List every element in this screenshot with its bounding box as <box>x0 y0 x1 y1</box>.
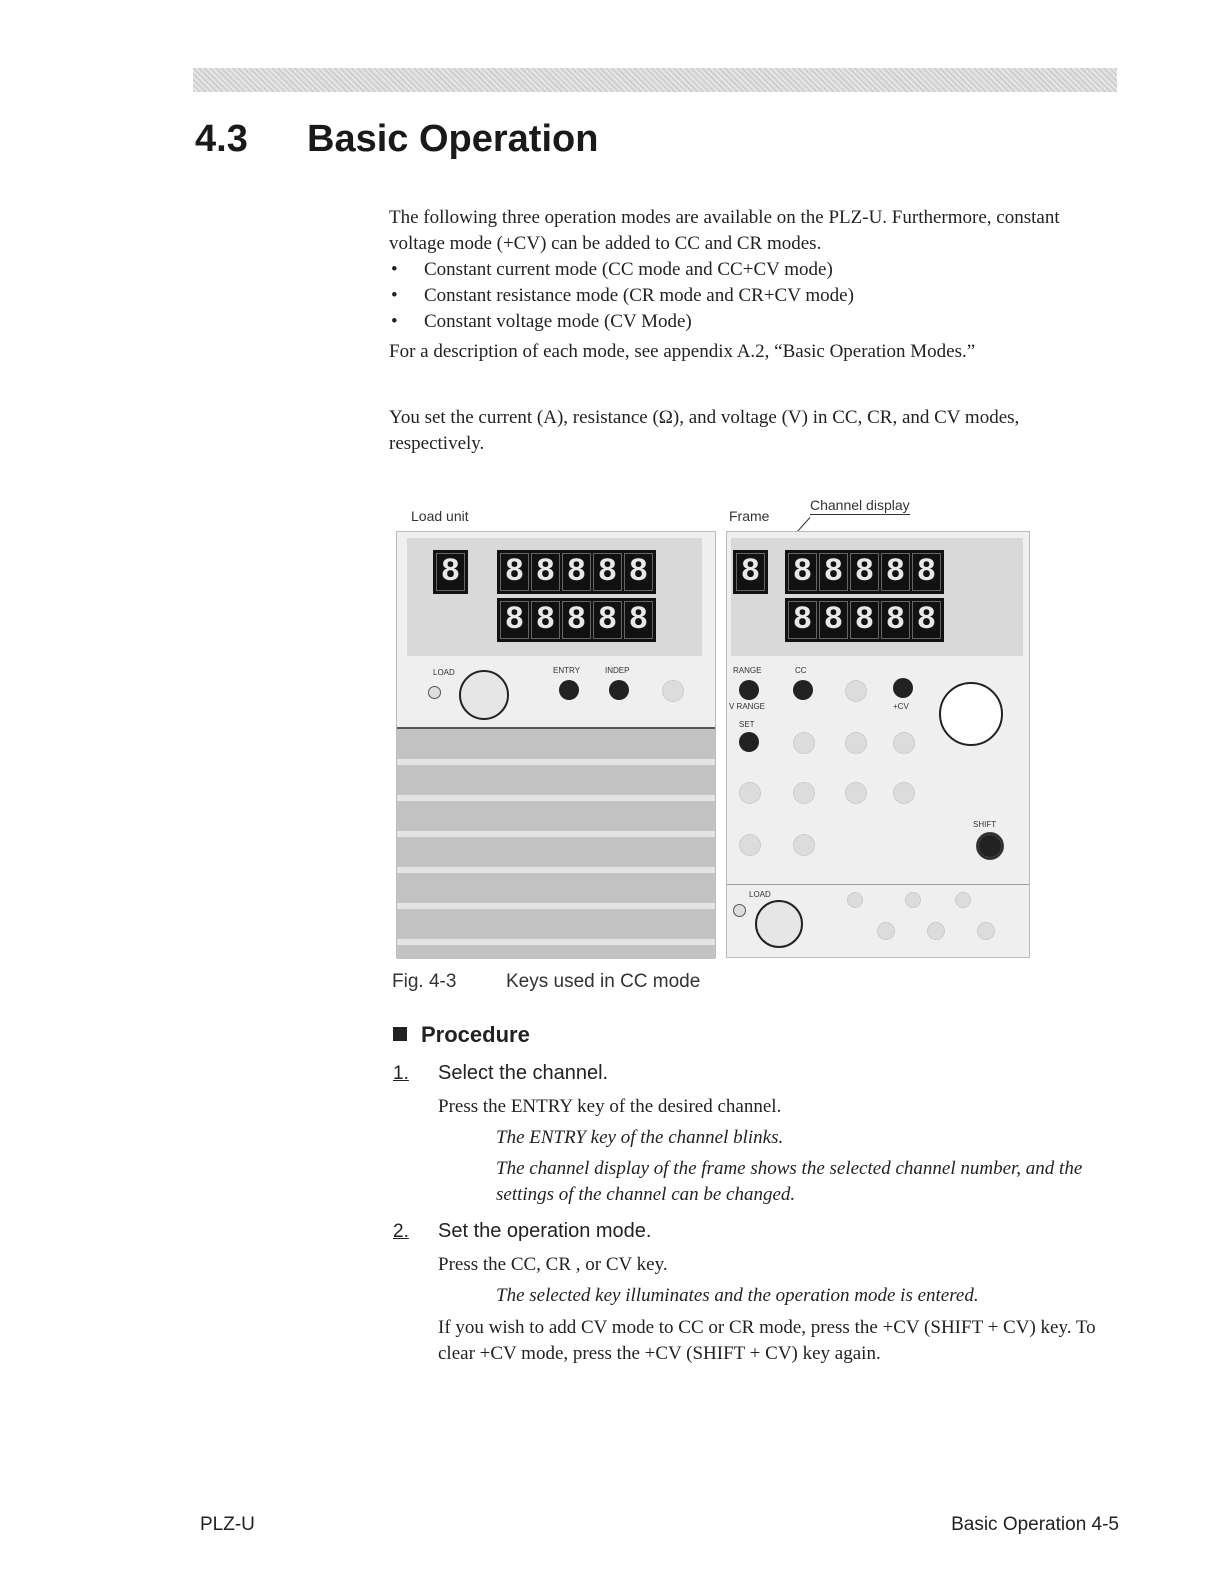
frame-load-button[interactable] <box>755 900 803 948</box>
load-led <box>428 686 441 699</box>
settings-paragraph: You set the current (A), resistance (Ω), and voltage (V) in CC, CR, and CV modes, respectively. <box>389 407 1020 454</box>
segment-digit: 8 <box>881 553 910 591</box>
section-title: Basic Operation <box>307 118 599 160</box>
step-title: Set the operation mode. <box>438 1220 652 1242</box>
segment-digit: 8 <box>850 553 879 591</box>
cv-key[interactable] <box>893 678 913 698</box>
faint-key <box>927 922 945 940</box>
segment-digit: 8 <box>881 601 910 639</box>
segment-digit: 8 <box>562 601 591 639</box>
faint-key <box>977 922 995 940</box>
section-number: 4.3 <box>195 118 248 160</box>
segment-digit: 8 <box>531 601 560 639</box>
set-key-label: SET <box>739 720 755 729</box>
load-unit-panel <box>396 531 716 958</box>
load-unit-label: Load unit <box>411 508 469 524</box>
list-item: • Constant voltage mode (CV Mode) <box>389 309 1119 335</box>
frame-panel <box>726 531 1030 958</box>
frame-label: Frame <box>729 508 770 524</box>
step-number: 1. <box>393 1063 409 1084</box>
footer-left: PLZ-U <box>200 1514 255 1535</box>
segment-digit: 8 <box>788 601 817 639</box>
frame-lower-readout <box>785 598 944 642</box>
segment-digit: 8 <box>531 553 560 591</box>
faint-key <box>905 892 921 908</box>
set-key[interactable] <box>739 732 759 752</box>
segment-digit: 8 <box>736 553 765 591</box>
faint-key <box>955 892 971 908</box>
procedure-heading <box>393 1022 530 1048</box>
step-action: Press the CC, CR , or CV key. <box>438 1254 668 1275</box>
faint-key <box>847 892 863 908</box>
figure-caption <box>392 971 700 993</box>
segment-digit: 8 <box>593 553 622 591</box>
list-item: • Constant current mode (CC mode and CC+CV mode) <box>389 257 1119 283</box>
indep-key[interactable] <box>609 680 629 700</box>
step-result: The selected key illuminates and the operation mode is entered. <box>496 1285 979 1306</box>
intro-paragraph: The following three operation modes are available on the PLZ-U. Furthermore, constant voltage mode (+CV) can be added to CC and CR modes. <box>389 207 1060 254</box>
procedure-heading-text: Procedure <box>421 1022 530 1047</box>
step-title: Select the channel. <box>438 1062 609 1084</box>
segment-digit: 8 <box>912 601 941 639</box>
step-action: Press the ENTRY key of the desired channel. <box>438 1096 782 1117</box>
list-item: • Constant resistance mode (CR mode and CR+CV mode) <box>389 283 1119 309</box>
faint-key <box>739 782 761 804</box>
segment-digit: 8 <box>500 601 529 639</box>
faint-key <box>793 834 815 856</box>
upper-readout <box>497 550 656 594</box>
footer-right: Basic Operation 4-5 <box>951 1514 1119 1535</box>
header-band <box>193 68 1117 92</box>
v-range-label: V RANGE <box>729 702 766 711</box>
mode-list <box>389 257 1119 335</box>
faint-key <box>662 680 684 702</box>
faint-key <box>893 732 915 754</box>
indep-key-label: INDEP <box>605 666 630 675</box>
step-result: The channel display of the frame shows the selected channel number, and the settings of the channel can be changed. <box>496 1158 1083 1205</box>
square-bullet-icon <box>393 1027 407 1041</box>
segment-digit: 8 <box>624 553 653 591</box>
segment-digit: 8 <box>819 553 848 591</box>
reference-paragraph: For a description of each mode, see appendix A.2, “Basic Operation Modes.” <box>389 341 976 362</box>
frame-upper-readout <box>785 550 944 594</box>
faint-key <box>845 732 867 754</box>
faint-key <box>739 834 761 856</box>
caption-number: Fig. 4-3 <box>392 971 457 992</box>
frame-load-label: LOAD <box>749 890 771 899</box>
segment-digit: 8 <box>500 553 529 591</box>
segment-digit: 8 <box>624 601 653 639</box>
entry-key[interactable] <box>559 680 579 700</box>
load-key-label: LOAD <box>433 668 455 677</box>
segment-digit: 8 <box>562 553 591 591</box>
shift-key-label: SHIFT <box>973 820 997 829</box>
lower-readout <box>497 598 656 642</box>
frame-load-led <box>733 904 746 917</box>
entry-key-label: ENTRY <box>553 666 580 675</box>
shift-key[interactable] <box>976 832 1004 860</box>
vent-slats <box>397 727 715 959</box>
range-key-label: RANGE <box>733 666 762 675</box>
cc-key[interactable] <box>793 680 813 700</box>
channel-digit <box>433 550 468 594</box>
intro-block <box>389 205 1119 365</box>
step-number: 2. <box>393 1221 409 1242</box>
faint-key <box>845 680 867 702</box>
faint-key <box>793 782 815 804</box>
step-note: If you wish to add CV mode to CC or CR mode, press the +CV (SHIFT + CV) key. To clear +CV mode, press the +CV (SHIFT + CV) key again. <box>438 1317 1096 1364</box>
faint-key <box>845 782 867 804</box>
faint-key <box>877 922 895 940</box>
faint-key <box>893 782 915 804</box>
channel-display-label: Channel display <box>810 497 910 513</box>
divider <box>727 884 1029 885</box>
load-button[interactable] <box>459 670 509 720</box>
figure-keys-cc-mode <box>396 495 1036 960</box>
cc-key-label: CC <box>795 666 807 675</box>
segment-digit: 8 <box>850 601 879 639</box>
segment-digit: 8 <box>912 553 941 591</box>
range-key[interactable] <box>739 680 759 700</box>
rotary-knob[interactable] <box>939 682 1003 746</box>
faint-key <box>793 732 815 754</box>
segment-digit: 8 <box>788 553 817 591</box>
channel-display <box>733 550 768 594</box>
segment-digit: 8 <box>593 601 622 639</box>
step-result: The ENTRY key of the channel blinks. <box>496 1127 784 1148</box>
plus-cv-label: +CV <box>893 702 909 711</box>
segment-digit: 8 <box>436 553 465 591</box>
segment-digit: 8 <box>819 601 848 639</box>
caption-text: Keys used in CC mode <box>506 971 701 992</box>
